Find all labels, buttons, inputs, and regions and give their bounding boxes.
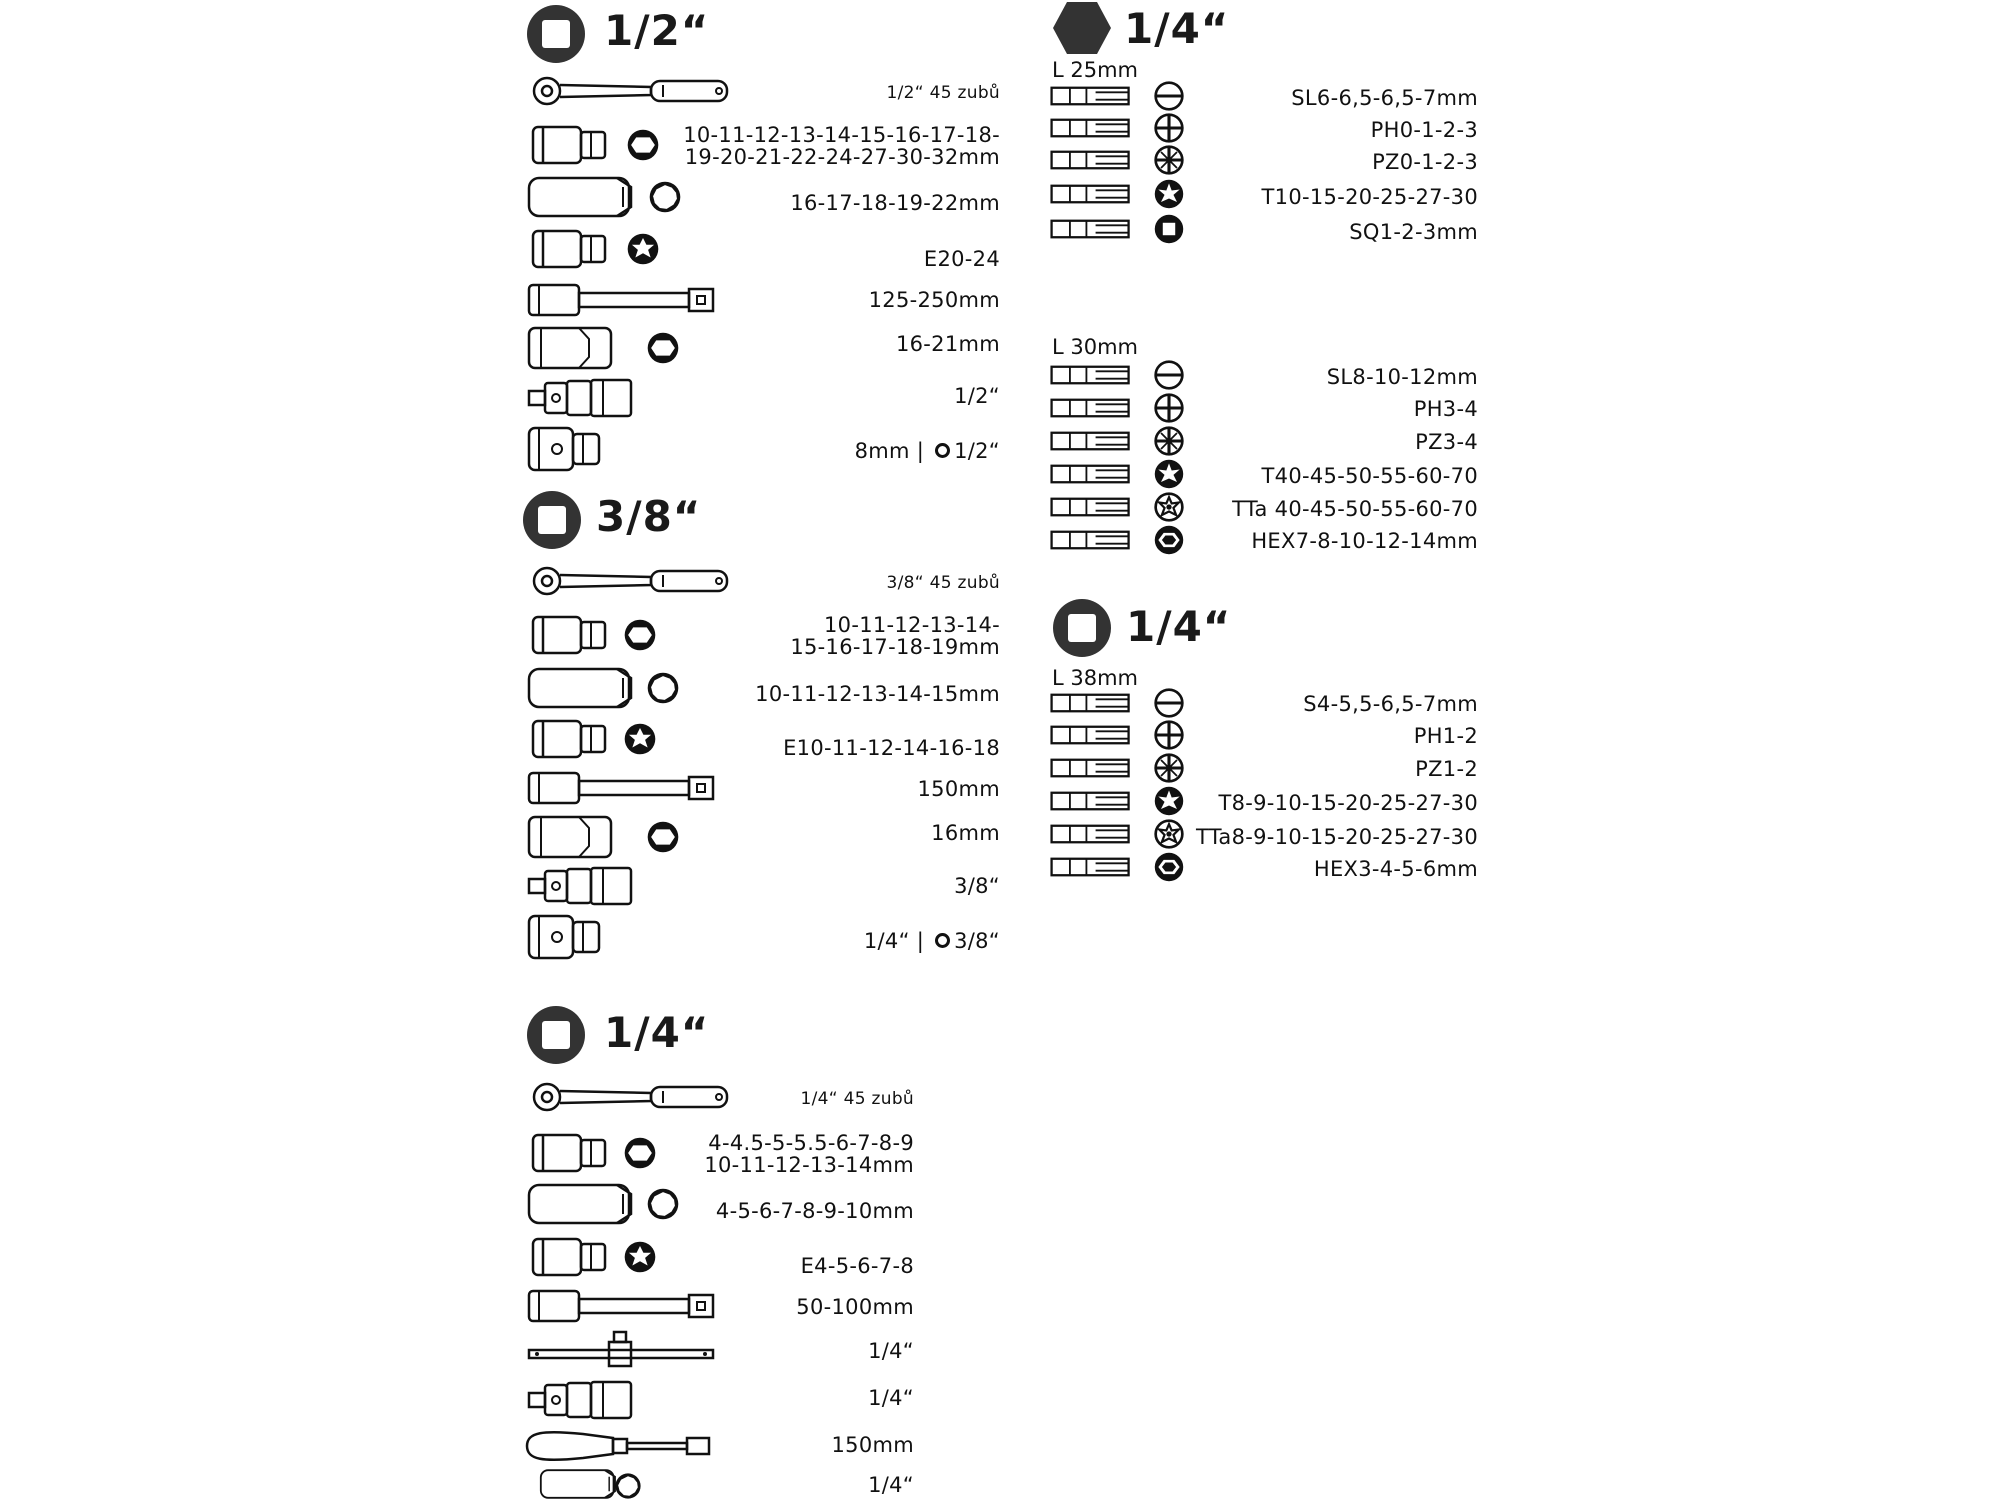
bit-label: T8-9-10-15-20-25-27-30 [1218, 791, 1478, 815]
bit-icon [1049, 397, 1133, 419]
item-label: 16-17-18-19-22mm [790, 191, 1000, 215]
ring-icon [935, 933, 950, 948]
item-label: 8mm [854, 439, 910, 463]
item-label: 50-100mm [796, 1295, 914, 1319]
bit-icon [1049, 218, 1133, 240]
square-drive-icon [1052, 598, 1112, 658]
square-drive-icon [526, 1005, 586, 1065]
item-label: 3/8“ [954, 929, 1000, 953]
screwdriver-handle-icon [523, 1426, 713, 1466]
e-torx-profile-icon [623, 1240, 657, 1274]
bit-icon [1049, 529, 1133, 551]
item-label: 150mm [831, 1433, 914, 1457]
universal-joint-icon [527, 378, 637, 418]
deep-socket-icon [527, 666, 647, 710]
bit-label: PH1-2 [1413, 724, 1478, 748]
bit-icon [1049, 757, 1133, 779]
bit-icon [1049, 823, 1133, 845]
bit-icon [1049, 496, 1133, 518]
adapter-icon [527, 912, 607, 962]
bit-icon [1049, 790, 1133, 812]
ratchet-icon [531, 1082, 731, 1112]
item-label: 4-4.5-5-5.5-6-7-8-9 10-11-12-13-14mm [704, 1131, 914, 1177]
item-label: 10-11-12-13-14-15-16-17-18- 19-20-21-22-24-27-30-32mm [683, 123, 1000, 169]
bit-label: PZ0-1-2-3 [1372, 150, 1478, 174]
item-label: 4-5-6-7-8-9-10mm [715, 1199, 914, 1223]
bit-label: S4-5,5-6,5-7mm [1303, 692, 1478, 716]
hex-drive-icon [1052, 0, 1112, 56]
square-drive-icon [526, 4, 586, 64]
slotted-profile-icon [1153, 359, 1185, 391]
square-profile-icon [1153, 213, 1185, 245]
ring-icon [935, 443, 950, 458]
bit-icon [1049, 364, 1133, 386]
socket-icon [531, 228, 611, 270]
item-label: 1/4“ [863, 929, 910, 953]
t-bar-icon [527, 1330, 717, 1370]
bit-icon [1049, 183, 1133, 205]
item-label: 1/4“ [868, 1339, 914, 1363]
ratchet-icon [531, 76, 731, 106]
bit-label: T40-45-50-55-60-70 [1261, 464, 1478, 488]
bit-icon [1049, 724, 1133, 746]
item-label: E20-24 [923, 247, 1000, 271]
ratchet-icon [531, 566, 731, 596]
slotted-profile-icon [1153, 80, 1185, 112]
bit-label: HEX3-4-5-6mm [1313, 857, 1478, 881]
bit-label: HEX7-8-10-12-14mm [1251, 529, 1478, 553]
phillips-profile-icon [1153, 112, 1185, 144]
section-title-three-eighths: 3/8“ [596, 492, 702, 541]
bit-label: SL8-10-12mm [1326, 365, 1478, 389]
hex-profile-icon [626, 128, 660, 162]
item-label: 16mm [931, 821, 1000, 845]
hex-key-profile-icon [1153, 851, 1185, 883]
bit-icon [1049, 430, 1133, 452]
bit-icon [1049, 149, 1133, 171]
universal-joint-icon [527, 866, 637, 906]
bit-icon [1049, 463, 1133, 485]
deep-socket-icon [527, 1182, 647, 1226]
socket-icon [531, 614, 611, 656]
bit-label: SQ1-2-3mm [1349, 220, 1478, 244]
extension-bar-icon [527, 282, 717, 318]
hex-key-profile-icon [1153, 524, 1185, 556]
bit-icon [1049, 85, 1133, 107]
universal-joint-icon [527, 1380, 637, 1420]
torx-profile-icon [1153, 178, 1185, 210]
bit-label: PH0-1-2-3 [1370, 118, 1478, 142]
item-label: 10-11-12-13-14-15mm [755, 682, 1000, 706]
bit-label: TTa8-9-10-15-20-25-27-30 [1196, 825, 1478, 849]
pozidriv-profile-icon [1153, 144, 1185, 176]
length-label-25: L 25mm [1052, 58, 1139, 82]
item-label: 3/8“ 45 zubů [886, 573, 1000, 593]
item-label: 3/8“ [954, 874, 1000, 898]
section-title-bits-hex: 1/4“ [1124, 4, 1230, 53]
item-label: 10-11-12-13-14- 15-16-17-18-19mm [790, 613, 1000, 659]
section-title-quarter-inch: 1/4“ [604, 1008, 710, 1057]
adapter-label: 8mm | 1/2“ [854, 439, 1000, 463]
hex-profile-icon [623, 1136, 657, 1170]
pozidriv-profile-icon [1153, 425, 1185, 457]
torx-profile-icon [1153, 458, 1185, 490]
item-label: 150mm [917, 777, 1000, 801]
twelve-point-profile-icon [646, 671, 680, 705]
e-torx-profile-icon [626, 232, 660, 266]
length-label-30: L 30mm [1052, 335, 1139, 359]
phillips-profile-icon [1153, 392, 1185, 424]
adapter-icon [527, 424, 607, 474]
adapter-label: 1/4“ | 3/8“ [863, 929, 1000, 953]
item-label: 1/2“ 45 zubů [886, 83, 1000, 103]
bit-icon [1049, 692, 1133, 714]
pozidriv-profile-icon [1153, 752, 1185, 784]
deep-socket-icon [527, 175, 647, 219]
torx-profile-icon [1153, 785, 1185, 817]
twelve-point-profile-icon [646, 1187, 680, 1221]
item-label: 1/2“ [954, 439, 1000, 463]
bit-label: T10-15-20-25-27-30 [1261, 185, 1478, 209]
item-label: E4-5-6-7-8 [800, 1254, 914, 1278]
hex-profile-icon [623, 618, 657, 652]
socket-icon [531, 1236, 611, 1278]
extension-bar-icon [527, 1288, 717, 1324]
item-label: 125-250mm [868, 288, 1000, 312]
square-drive-icon [522, 490, 582, 550]
section-title-bits-square: 1/4“ [1126, 602, 1232, 651]
bit-label: SL6-6,5-6,5-7mm [1291, 86, 1478, 110]
deep-socket-icon [527, 325, 617, 371]
length-label-38: L 38mm [1052, 666, 1139, 690]
bit-label: PZ3-4 [1415, 430, 1478, 454]
item-label: 1/4“ 45 zubů [800, 1089, 914, 1109]
bit-label: PH3-4 [1413, 397, 1478, 421]
twelve-point-profile-icon [648, 180, 682, 214]
bit-icon [1049, 117, 1133, 139]
item-label: 1/2“ [954, 384, 1000, 408]
e-torx-profile-icon [623, 722, 657, 756]
socket-icon [531, 718, 611, 760]
socket-icon [531, 1132, 611, 1174]
hex-profile-icon [646, 331, 680, 365]
twelve-point-profile-icon [614, 1472, 642, 1500]
bit-label: TTa 40-45-50-55-60-70 [1232, 497, 1478, 521]
bit-icon [1049, 856, 1133, 878]
deep-socket-icon [527, 814, 617, 860]
socket-icon [531, 124, 611, 166]
item-label: E10-11-12-14-16-18 [783, 736, 1000, 760]
item-label: 1/4“ [868, 1473, 914, 1497]
section-title-half-inch: 1/2“ [604, 6, 710, 55]
tamper-torx-profile-icon [1153, 818, 1185, 850]
slotted-profile-icon [1153, 687, 1185, 719]
item-label: 1/4“ [868, 1386, 914, 1410]
item-label: 16-21mm [895, 332, 1000, 356]
bit-label: PZ1-2 [1415, 757, 1478, 781]
phillips-profile-icon [1153, 719, 1185, 751]
hex-profile-icon [646, 820, 680, 854]
tamper-torx-profile-icon [1153, 491, 1185, 523]
extension-bar-icon [527, 770, 717, 806]
